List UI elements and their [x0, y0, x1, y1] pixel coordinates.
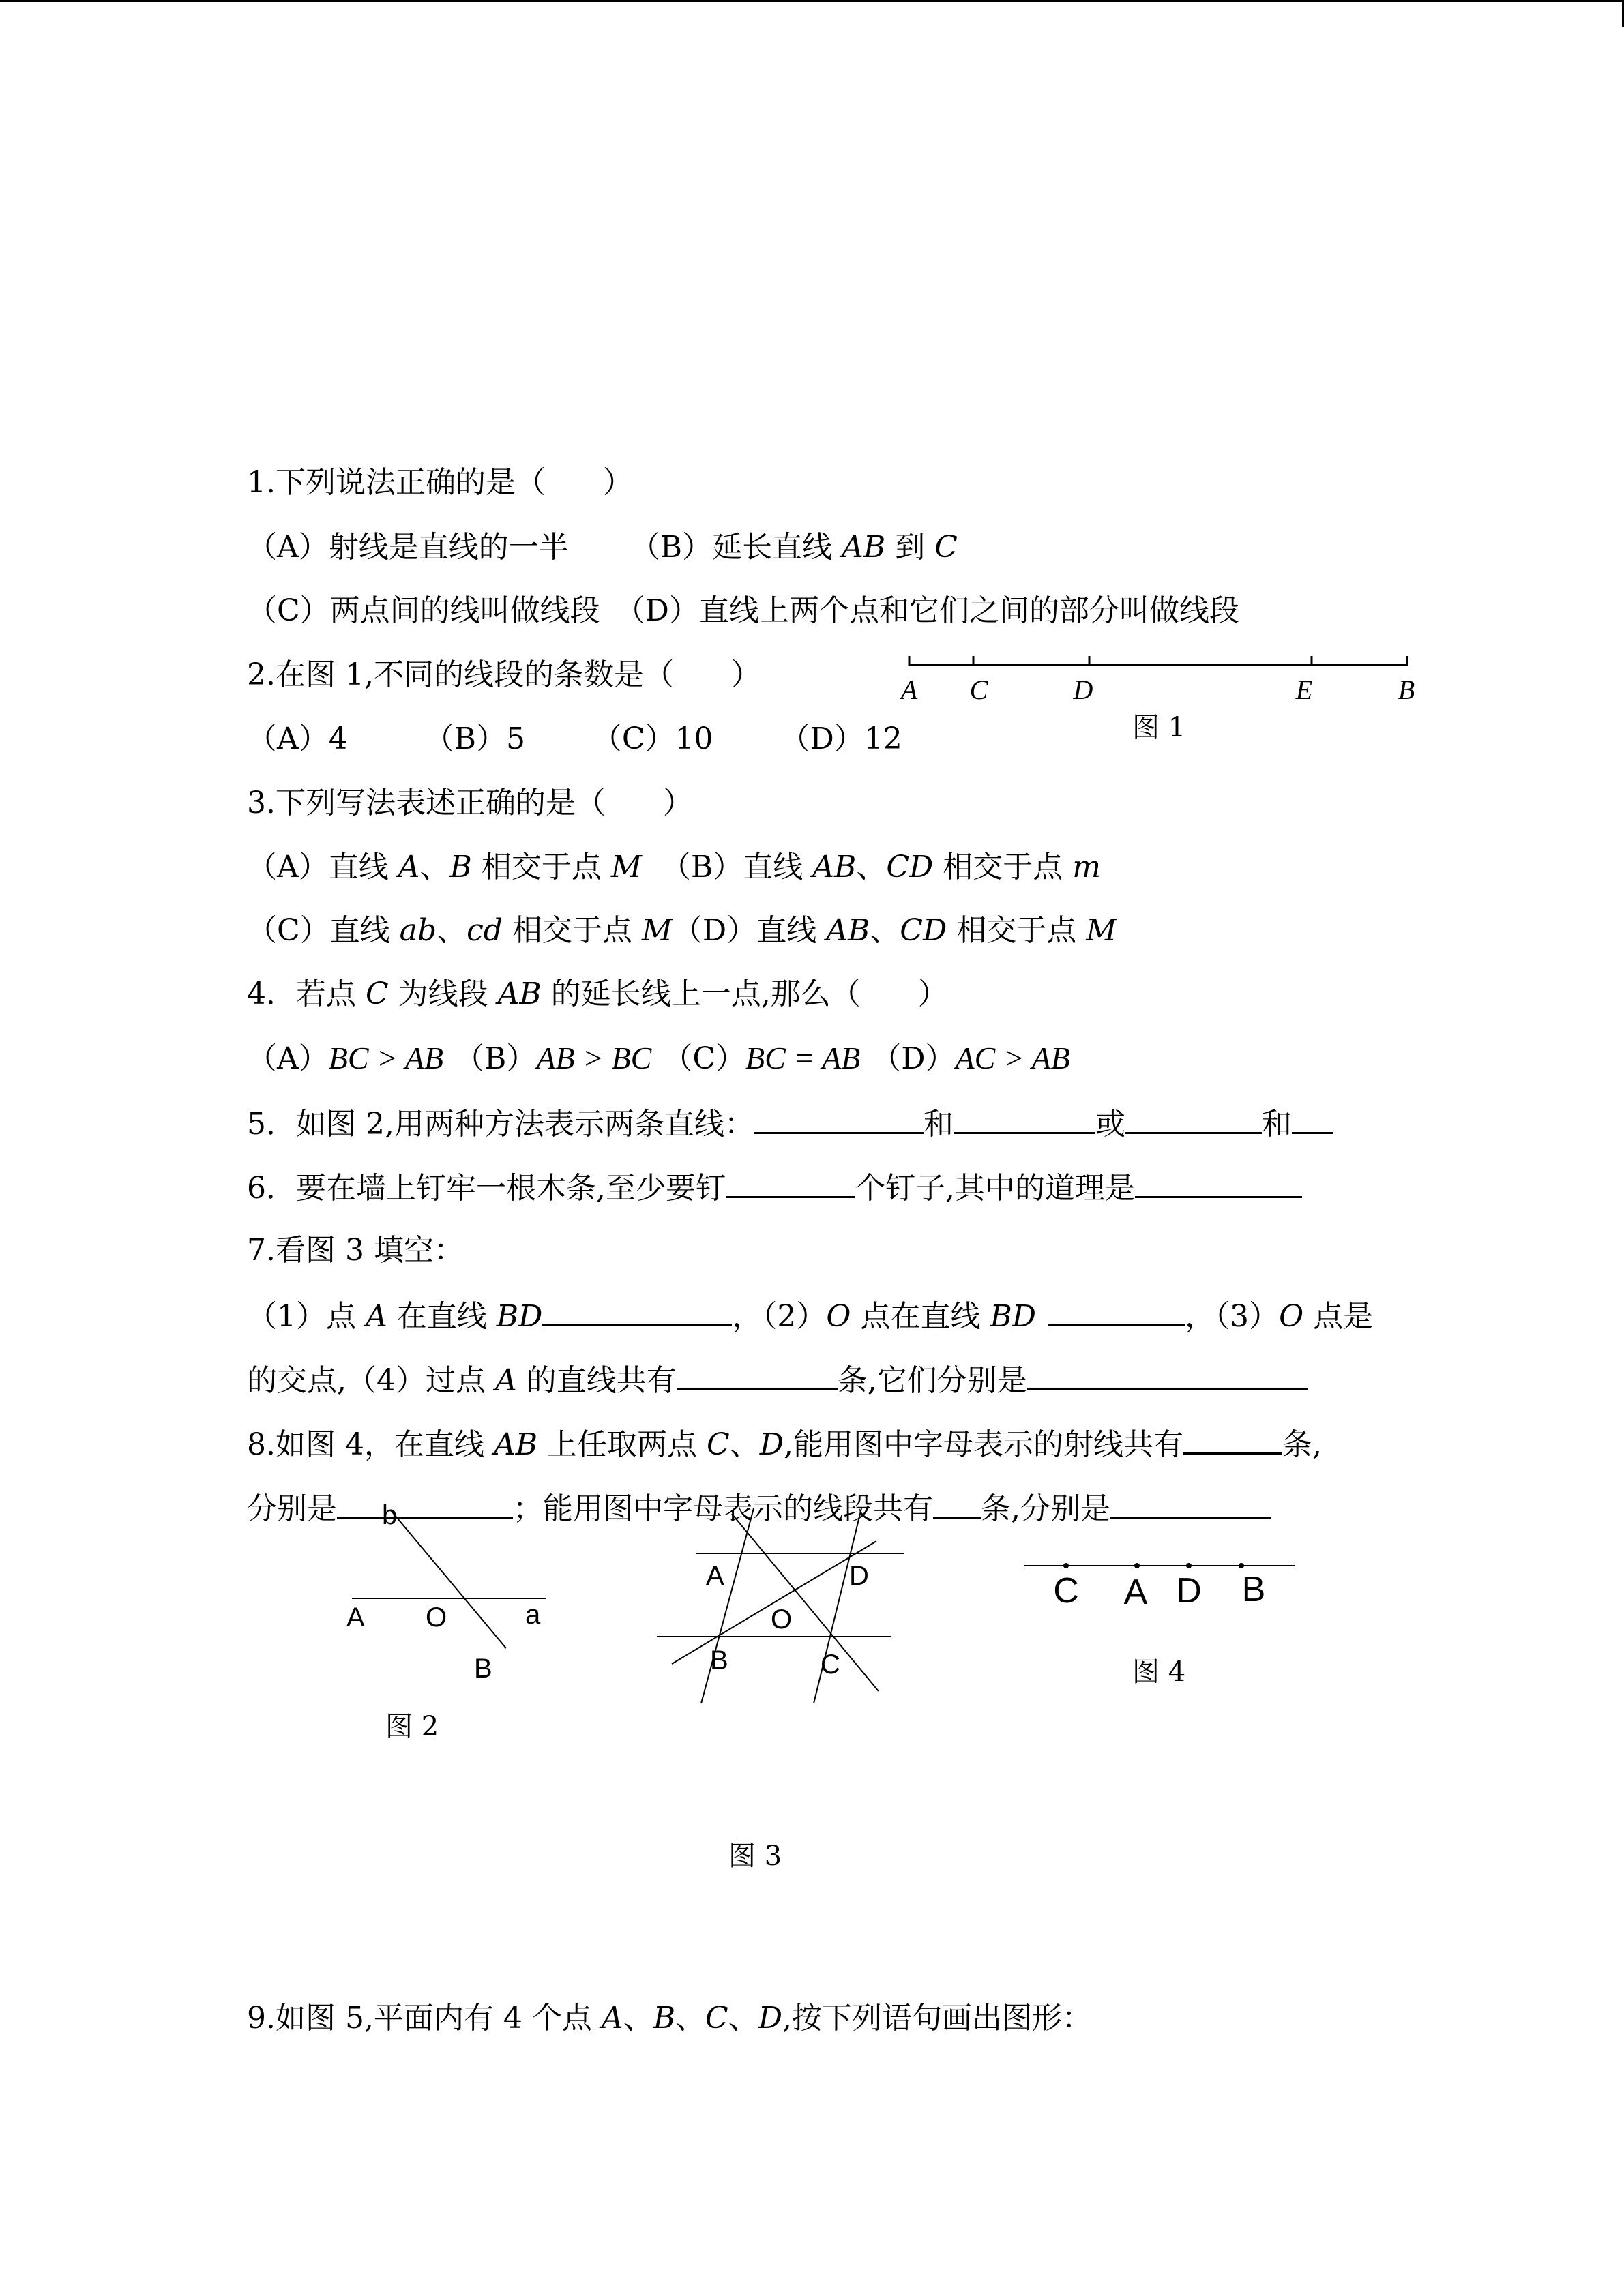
fig3-label-C: C — [821, 1650, 840, 1680]
fig2-label-A: A — [346, 1602, 365, 1632]
page-top-border — [0, 0, 1624, 2]
fig3-line-bd — [672, 1541, 876, 1664]
fig2-label-B: B — [474, 1654, 492, 1684]
q3-option-a: （A）直线 A、B 相交于点 M — [247, 850, 642, 884]
fig3-line-ac — [732, 1514, 879, 1691]
q2-stem: 2.在图 1,不同的线段的条数是（ ） — [247, 657, 761, 692]
fig2-label-b: b — [382, 1500, 398, 1530]
fig4-point-d — [1186, 1563, 1192, 1568]
q4-option-c: BC = AB — [745, 1041, 861, 1075]
fig3-label-A: A — [706, 1561, 724, 1591]
q5-blank-2[interactable] — [954, 1102, 1095, 1134]
q7-stem: 7.看图 3 填空： — [247, 1233, 464, 1268]
q8-line-2: 分别是 ；能用图中字母表示的线段共有 条,分别是 — [247, 1487, 1271, 1530]
q4-options: （A）BC > AB （B）AB > BC （C）BC = AB （D）AC > AB — [247, 1041, 1070, 1076]
fig3-label-O: O — [771, 1605, 793, 1635]
fig1-label-b: B — [1398, 674, 1415, 705]
fig2-label-O: O — [426, 1602, 447, 1632]
q6-blank-1[interactable] — [726, 1166, 855, 1198]
q1-option-d: （D）直线上两个点和它们之间的部分叫做线段 — [615, 593, 1239, 628]
q4-stem: 4．若点 C 为线段 AB 的延长线上一点,那么（ ） — [247, 976, 948, 1011]
q6-blank-2[interactable] — [1135, 1166, 1302, 1198]
fig2-caption: 图 2 — [385, 1711, 439, 1742]
fig4-caption: 图 4 — [1132, 1656, 1186, 1688]
q9-stem: 9.如图 5,平面内有 4 个点 A、B、C、D,按下列语句画出图形： — [247, 2001, 1092, 2036]
fig4-point-b — [1239, 1563, 1244, 1568]
q5-blank-4[interactable] — [1292, 1102, 1333, 1134]
q1-option-c: （C）两点间的线叫做线段 — [247, 593, 600, 628]
fig4-label-B: B — [1241, 1570, 1266, 1609]
fig1-label-c: C — [969, 674, 988, 705]
q2-options: （A）4 （B）5 （C）10 （D）12 — [247, 721, 902, 756]
q3-options-cd — [247, 910, 1117, 951]
q7-blank-1[interactable] — [542, 1294, 732, 1326]
fig1-label-e: E — [1295, 674, 1313, 705]
q1-options-ab — [247, 527, 958, 568]
q5-blank-3[interactable] — [1125, 1102, 1262, 1134]
q8-line-1: 8.如图 4，在直线 AB 上任取两点 C、D,能用图中字母表示的射线共有 条, — [247, 1422, 1322, 1465]
fig3-label-B: B — [710, 1645, 728, 1675]
q7-blank-2[interactable] — [1048, 1294, 1185, 1326]
q4-option-d: AC > AB — [955, 1041, 1070, 1075]
fig1-label-a: A — [900, 674, 918, 705]
q1-stem: 1.下列说法正确的是（ ） — [247, 465, 633, 500]
q3-options-ab — [247, 847, 1101, 888]
q6-line: 6．要在墙上钉牢一根木条,至少要钉 个钉子,其中的道理是 — [247, 1166, 1302, 1209]
q7-line-2: 的交点,（4）过点 A 的直线共有 条,它们分别是 — [247, 1358, 1308, 1401]
fig1-label-d: D — [1073, 674, 1093, 705]
q1-option-b: （B）延长直线 AB 到 C — [630, 530, 958, 565]
figure-4 — [1016, 1548, 1303, 1609]
q7-line-1: （1）点 A 在直线 BD ，（2）O 点在直线 BD ，（3）O 点是 — [247, 1294, 1373, 1337]
q1-options-cd — [247, 591, 1239, 631]
q3-option-b: （B）直线 AB、CD 相交于点 m — [641, 850, 1102, 884]
figure-3 — [645, 1500, 904, 1712]
fig4-label-C: C — [1053, 1571, 1079, 1609]
q7-blank-3[interactable] — [677, 1358, 838, 1390]
q5-blank-1[interactable] — [754, 1102, 924, 1134]
q3-option-d: （D）直线 AB、CD 相交于点 M — [672, 913, 1117, 948]
q7-blank-4[interactable] — [1027, 1358, 1308, 1390]
q5-line: 5．如图 2,用两种方法表示两条直线： 和 或 和 — [247, 1102, 1333, 1145]
q8-blank-4[interactable] — [1110, 1487, 1271, 1519]
q3-stem: 3.下列写法表述正确的是（ ） — [247, 786, 693, 820]
fig4-label-A: A — [1123, 1572, 1148, 1609]
fig1-caption: 图 1 — [1132, 712, 1186, 743]
q4-option-a: BC > AB — [328, 1041, 443, 1075]
fig4-label-D: D — [1176, 1571, 1202, 1609]
fig3-caption: 图 3 — [728, 1840, 782, 1872]
q8-blank-3[interactable] — [933, 1487, 981, 1519]
figure-2 — [334, 1497, 566, 1695]
fig2-line-b — [391, 1510, 506, 1648]
fig4-point-c — [1063, 1563, 1069, 1568]
fig4-point-a — [1134, 1563, 1140, 1568]
fig3-label-D: D — [849, 1561, 869, 1591]
q1-option-a: （A）射线是直线的一半 — [247, 530, 569, 565]
q8-blank-1[interactable] — [1183, 1422, 1282, 1455]
fig2-label-a: a — [525, 1600, 541, 1630]
q3-option-c: （C）直线 ab、cd 相交于点 M — [247, 913, 673, 948]
q4-option-b: AB > BC — [536, 1041, 652, 1075]
